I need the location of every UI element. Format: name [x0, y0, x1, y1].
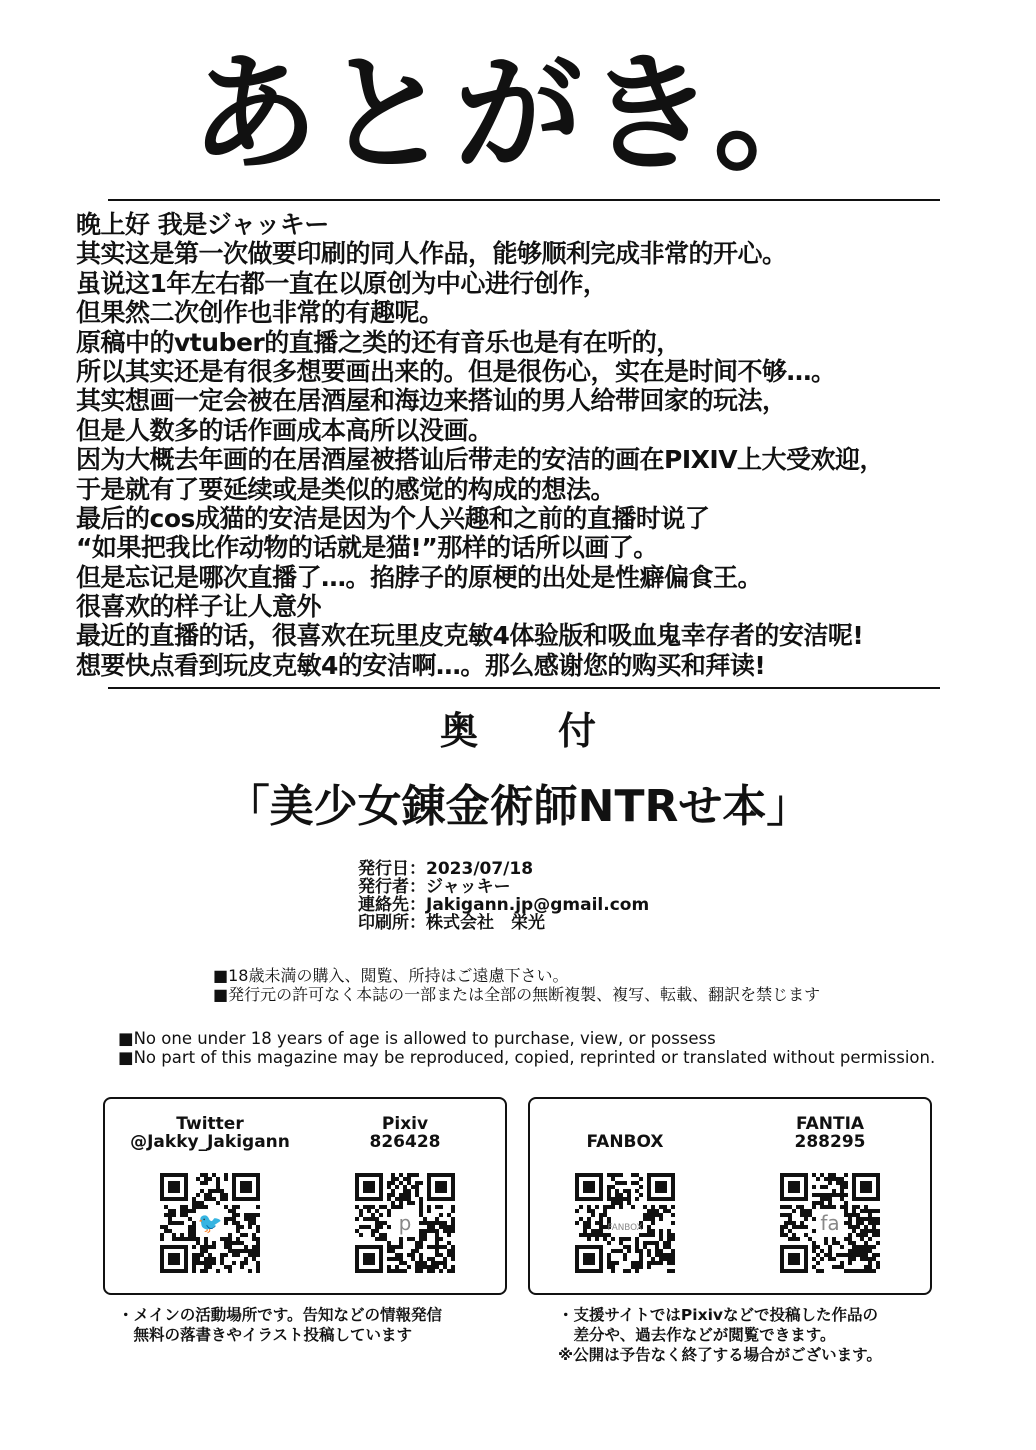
afterword-line: 想要快点看到玩皮克敏4的安洁啊…。那么感谢您的购买和拜读!	[76, 650, 766, 680]
okuzuke-char: 付	[558, 709, 597, 753]
link-name: FANBOX	[586, 1132, 664, 1152]
footnote-line: ・支援サイトではPixivなどで投稿した作品の	[558, 1306, 879, 1324]
colophon-label: 発行者	[358, 877, 409, 897]
afterword-line: 原稿中的vtuber的直播之类的还有音乐也是有在听的，	[76, 327, 681, 357]
colophon-label: 連絡先	[358, 895, 409, 915]
afterword-line: 其实这是第一次做要印刷的同人作品，能够顺利完成非常的开心。	[76, 239, 787, 269]
footnote-line: 差分や、過去作などが閲覧できます。	[558, 1326, 836, 1344]
footnote-line: ・メインの活動場所です。告知などの情報発信	[118, 1306, 442, 1324]
colophon-sep: ：	[409, 859, 426, 879]
divider	[108, 199, 940, 201]
fantia-link	[730, 1099, 930, 1273]
afterword-line: 所以其实还是有很多想要画出来的。但是很伤心，实在是时间不够…。	[76, 356, 836, 386]
colophon-row	[358, 914, 649, 932]
notice-line: ■18歳未満の購入、閲覧、所持はご遠慮下さい。	[213, 966, 569, 985]
divider	[108, 687, 940, 689]
colophon	[358, 860, 649, 932]
afterword-line: 很喜欢的样子让人意外	[76, 592, 322, 622]
colophon-row	[358, 896, 649, 914]
pixiv-logo-icon: p	[398, 1211, 412, 1236]
afterword-line: 但果然二次创作也非常的有趣呢。	[76, 298, 444, 328]
printer: 株式会社 栄光	[426, 913, 545, 933]
colophon-row	[358, 860, 649, 878]
notice-line: ■No one under 18 years of age is allowed to purchase, view, or possess	[118, 1029, 716, 1048]
link-name: Twitter	[176, 1114, 244, 1134]
fanbox-link	[525, 1099, 725, 1273]
pixiv-link	[305, 1099, 505, 1273]
sns-box-left	[103, 1097, 507, 1295]
colophon-label: 発行日	[358, 859, 409, 879]
afterword-line: 晚上好 我是ジャッキー	[76, 210, 329, 239]
fanbox-qr-code[interactable]	[575, 1173, 675, 1273]
notice-line: ■発行元の許可なく本誌の一部または全部の無断複製、複写、転載、翻訳を禁じます	[213, 985, 821, 1004]
afterword-line: 最后的cos成猫的安洁是因为个人兴趣和之前的直播时说了	[76, 503, 710, 533]
okuzuke-heading	[0, 700, 1036, 755]
afterword-line: 其实想画一定会被在居酒屋和海边来搭讪的男人给带回家的玩法，	[76, 386, 787, 416]
colophon-row	[358, 878, 649, 896]
afterword-line: “如果把我比作动物的话就是猫!”那样的话所以画了。	[76, 533, 658, 563]
footnote-line: ※公開は予告なく終了する場合がございます。	[558, 1346, 882, 1364]
link-id: 288295	[794, 1132, 866, 1152]
twitter-link	[110, 1099, 310, 1273]
afterword-text	[76, 210, 884, 680]
afterword-line: 因为大概去年画的在居酒屋被搭讪后带走的安洁的画在PIXIV上大受欢迎，	[76, 445, 885, 475]
contact-email: Jakigann.jp@gmail.com	[426, 895, 650, 915]
notices-english	[118, 1029, 935, 1067]
colophon-label: 印刷所	[358, 913, 409, 933]
afterword-line: 但是人数多的话作画成本高所以没画。	[76, 415, 493, 445]
footnote-right	[558, 1305, 882, 1365]
fantia-logo-icon: fa	[820, 1211, 840, 1236]
colophon-sep: ：	[409, 913, 426, 933]
fanbox-logo-icon: FANBOX	[607, 1223, 643, 1234]
colophon-sep: ：	[409, 895, 426, 915]
publisher: ジャッキー	[426, 877, 511, 897]
footnote-line: 無料の落書きやイラスト投稿しています	[118, 1326, 413, 1344]
afterword-line: 于是就有了要延续或是类似的感觉的构成的想法。	[76, 474, 616, 504]
notice-line: ■No part of this magazine may be reproduced, copied, reprinted or translated without permission.	[118, 1048, 936, 1067]
fantia-qr-code[interactable]	[780, 1173, 880, 1273]
pixiv-qr-code[interactable]	[355, 1173, 455, 1273]
afterword-line: 但是忘记是哪次直播了…。掐脖子的原梗的出处是性癖偏食王。	[76, 562, 763, 592]
page-title: あとがき。	[190, 40, 846, 189]
notices-japanese	[213, 966, 820, 1004]
colophon-sep: ：	[409, 877, 426, 897]
link-name: FANTIA	[795, 1114, 865, 1134]
link-id: @Jakky_Jakigann	[130, 1132, 290, 1152]
publish-date: 2023/07/18	[426, 859, 534, 879]
okuzuke-char: 奥	[439, 709, 478, 753]
twitter-logo-icon: 🐦	[197, 1211, 223, 1236]
link-id: 826428	[369, 1132, 441, 1152]
sns-box-right	[528, 1097, 932, 1295]
footnote-left	[118, 1305, 442, 1345]
afterword-line: 虽说这1年左右都一直在以原创为中心进行创作，	[76, 268, 608, 298]
twitter-qr-code[interactable]	[160, 1173, 260, 1273]
afterword-line: 最近的直播的话，很喜欢在玩里皮克敏4体验版和吸血鬼幸存者的安洁呢!	[76, 621, 864, 651]
book-title: 「美少女錬金術師NTRせ本」	[225, 781, 811, 832]
link-name: Pixiv	[381, 1114, 429, 1134]
